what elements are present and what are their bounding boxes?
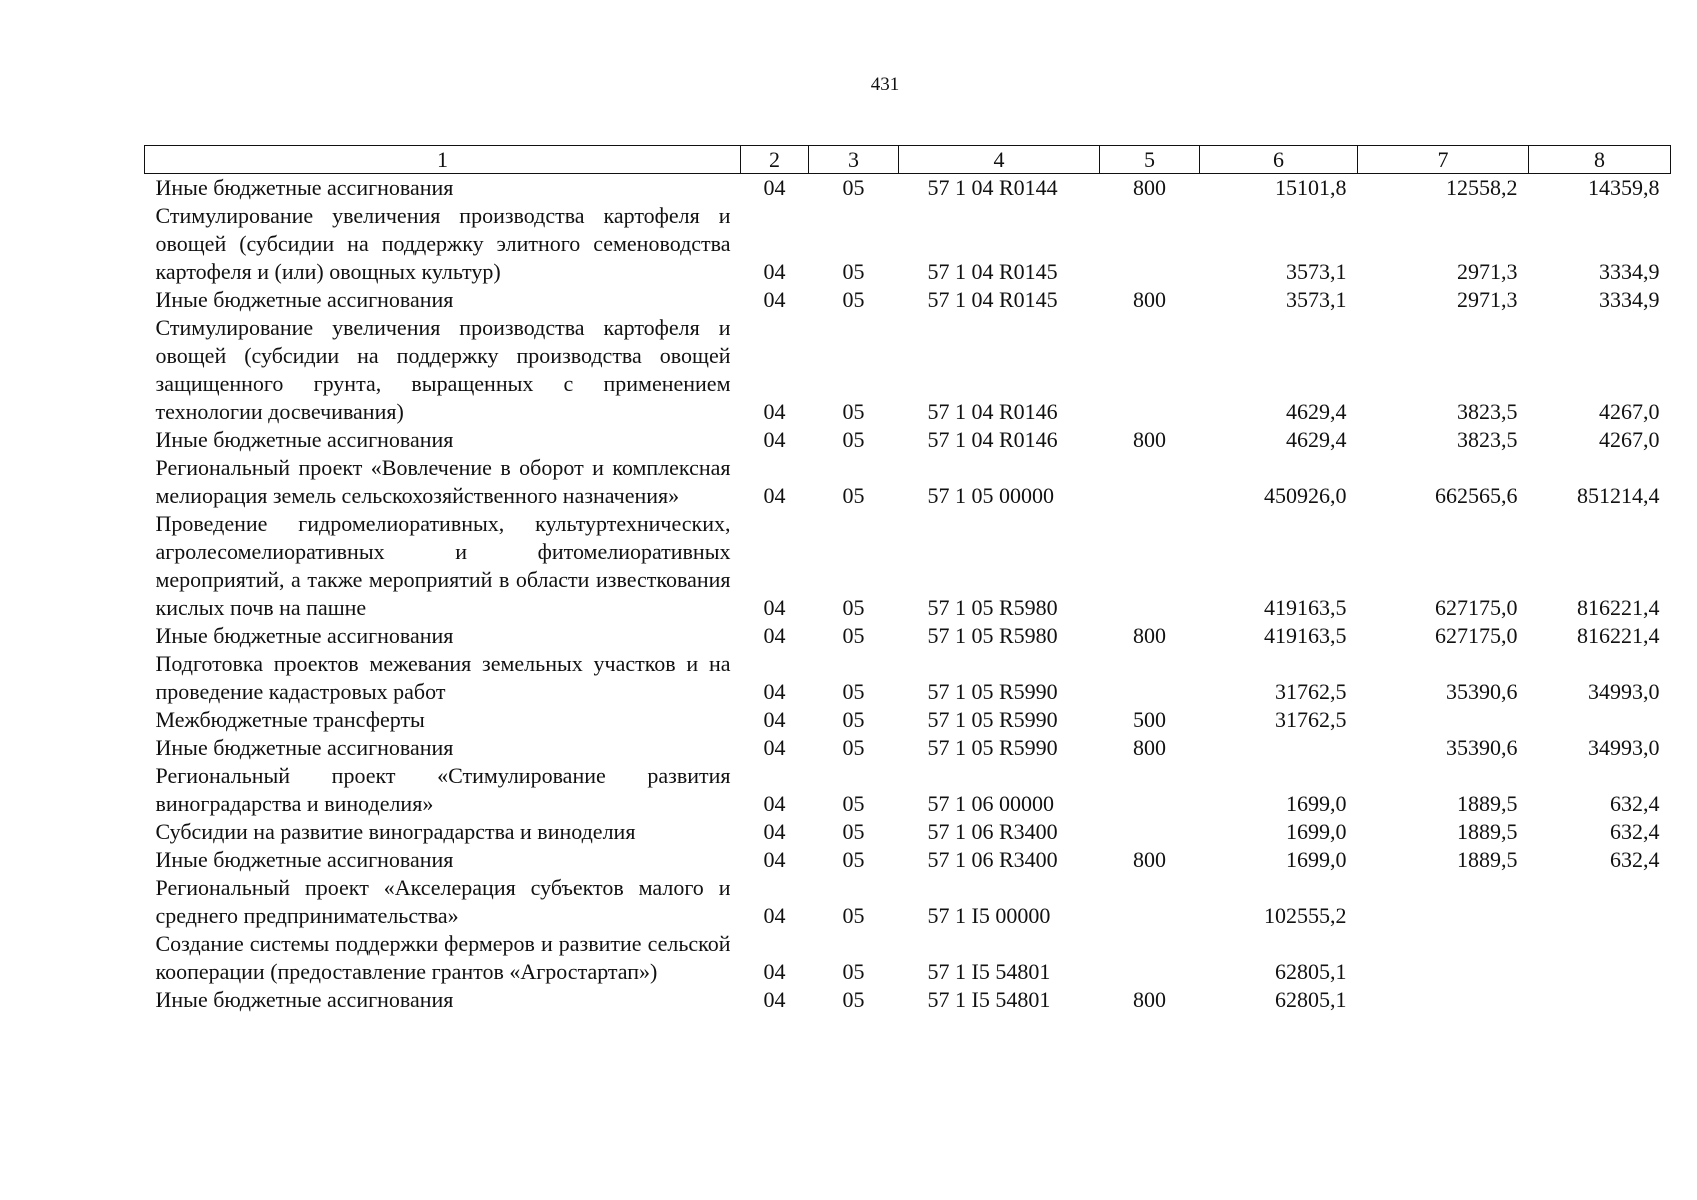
expense-type-cell: 500 [1133, 707, 1166, 732]
row-name-cell: Подготовка проектов межевания земельных участков и на проведение кадастровых работ [155, 651, 731, 704]
subsection-cell: 05 [842, 735, 865, 760]
subsection-cell: 05 [842, 959, 865, 984]
row-name-cell: Проведение гидромелиоративных, культуртехнических, агролесомелиоративных и фитомелиоративных мероприятий, а также мероприятий в области известкования кислых почв на пашне [155, 511, 731, 620]
table-header-row [145, 146, 1671, 174]
subsection-cell: 05 [842, 483, 865, 508]
table-row [145, 510, 1671, 622]
row-name-cell: Создание системы поддержки фермеров и развитие сельской кооперации (предоставление грантов «Агростартап») [155, 931, 731, 984]
section-cell: 04 [763, 791, 786, 816]
amount-cell-col6: 4629,4 [1286, 399, 1347, 424]
table-row [145, 650, 1671, 706]
amount-cell-col6: 1699,0 [1286, 847, 1347, 872]
amount-cell-col6: 102555,2 [1264, 903, 1347, 928]
target-code-cell: 57 1 06 R3400 [927, 847, 1058, 872]
row-name-cell: Иные бюджетные ассигнования [155, 175, 454, 200]
amount-cell-col8 [1529, 930, 1671, 986]
amount-cell-col7: 35390,6 [1446, 735, 1518, 760]
target-code-cell: 57 1 05 R5980 [927, 623, 1058, 648]
expense-type-cell [1100, 314, 1200, 426]
section-cell: 04 [763, 735, 786, 760]
table-row [145, 174, 1671, 203]
subsection-cell: 05 [842, 399, 865, 424]
section-cell: 04 [763, 399, 786, 424]
expense-type-cell: 800 [1133, 427, 1166, 452]
section-cell: 04 [763, 259, 786, 284]
table-row [145, 622, 1671, 650]
target-code-cell: 57 1 05 R5990 [927, 707, 1058, 732]
table-body [145, 174, 1671, 1015]
subsection-cell: 05 [842, 259, 865, 284]
table-row [145, 986, 1671, 1014]
expense-type-cell [1100, 762, 1200, 818]
target-code-cell: 57 1 04 R0146 [927, 427, 1058, 452]
table-row [145, 846, 1671, 874]
row-name-cell: Иные бюджетные ассигнования [155, 847, 454, 872]
expense-type-cell: 800 [1133, 987, 1166, 1012]
subsection-cell: 05 [842, 903, 865, 928]
page-number: 431 [870, 74, 900, 95]
table-row [145, 706, 1671, 734]
section-cell: 04 [763, 679, 786, 704]
row-name-cell: Иные бюджетные ассигнования [155, 623, 454, 648]
subsection-cell: 05 [842, 791, 865, 816]
section-cell: 04 [763, 959, 786, 984]
expense-type-cell [1100, 874, 1200, 930]
amount-cell-col8: 632,4 [1610, 819, 1660, 844]
row-name-cell: Региональный проект «Акселерация субъектов малого и среднего предпринимательства» [155, 875, 731, 928]
row-name-cell: Иные бюджетные ассигнования [155, 427, 454, 452]
target-code-cell: 57 1 I5 54801 [927, 959, 1051, 984]
amount-cell-col6: 3573,1 [1286, 259, 1347, 284]
table-row [145, 314, 1671, 426]
target-code-cell: 57 1 05 R5980 [927, 595, 1058, 620]
target-code-cell: 57 1 I5 00000 [927, 903, 1051, 928]
section-cell: 04 [763, 483, 786, 508]
subsection-cell: 05 [842, 847, 865, 872]
amount-cell-col6: 62805,1 [1275, 987, 1347, 1012]
column-header: 2 [741, 146, 809, 174]
row-name-cell: Региональный проект «Стимулирование развития виноградарства и виноделия» [155, 763, 731, 816]
amount-cell-col8: 4267,0 [1599, 427, 1660, 452]
amount-cell-col8: 34993,0 [1588, 735, 1660, 760]
subsection-cell: 05 [842, 595, 865, 620]
target-code-cell: 57 1 I5 54801 [927, 987, 1051, 1012]
row-name-cell: Иные бюджетные ассигнования [155, 987, 454, 1012]
section-cell: 04 [763, 707, 786, 732]
amount-cell-col8: 632,4 [1610, 791, 1660, 816]
amount-cell-col6: 419163,5 [1264, 623, 1347, 648]
amount-cell-col6: 3573,1 [1286, 287, 1347, 312]
column-header: 5 [1100, 146, 1200, 174]
table-row [145, 734, 1671, 762]
table-row [145, 202, 1671, 286]
subsection-cell: 05 [842, 175, 865, 200]
subsection-cell: 05 [842, 427, 865, 452]
section-cell: 04 [763, 427, 786, 452]
target-code-cell: 57 1 05 R5990 [927, 679, 1058, 704]
subsection-cell: 05 [842, 707, 865, 732]
amount-cell-col7: 12558,2 [1446, 175, 1518, 200]
amount-cell-col6: 31762,5 [1275, 679, 1347, 704]
target-code-cell: 57 1 06 00000 [927, 791, 1054, 816]
column-header: 4 [899, 146, 1100, 174]
amount-cell-col8: 851214,4 [1577, 483, 1660, 508]
expense-type-cell: 800 [1133, 175, 1166, 200]
expense-type-cell: 800 [1133, 847, 1166, 872]
column-header: 1 [145, 146, 741, 174]
amount-cell-col6: 1699,0 [1286, 791, 1347, 816]
amount-cell-col7: 2971,3 [1457, 287, 1518, 312]
amount-cell-col7 [1358, 706, 1529, 734]
section-cell: 04 [763, 847, 786, 872]
amount-cell-col6: 15101,8 [1275, 175, 1347, 200]
table-row [145, 874, 1671, 930]
row-name-cell: Субсидии на развитие виноградарства и виноделия [155, 819, 636, 844]
amount-cell-col7 [1358, 930, 1529, 986]
amount-cell-col6: 62805,1 [1275, 959, 1347, 984]
amount-cell-col8: 3334,9 [1599, 259, 1660, 284]
section-cell: 04 [763, 175, 786, 200]
table-row [145, 454, 1671, 510]
amount-cell-col6 [1200, 734, 1358, 762]
expense-type-cell [1100, 454, 1200, 510]
section-cell: 04 [763, 903, 786, 928]
target-code-cell: 57 1 05 00000 [927, 483, 1054, 508]
subsection-cell: 05 [842, 987, 865, 1012]
row-name-cell: Стимулирование увеличения производства картофеля и овощей (субсидии на поддержку производства овощей защищенного грунта, выращенных с применением технологии досвечивания) [155, 315, 731, 424]
column-header: 3 [809, 146, 899, 174]
amount-cell-col7: 1889,5 [1457, 819, 1518, 844]
amount-cell-col7 [1358, 874, 1529, 930]
subsection-cell: 05 [842, 679, 865, 704]
amount-cell-col7: 627175,0 [1435, 595, 1518, 620]
amount-cell-col6: 31762,5 [1275, 707, 1347, 732]
amount-cell-col8: 34993,0 [1588, 679, 1660, 704]
table-row [145, 286, 1671, 314]
amount-cell-col7: 3823,5 [1457, 399, 1518, 424]
table-row [145, 818, 1671, 846]
expense-type-cell [1100, 510, 1200, 622]
expense-type-cell: 800 [1133, 287, 1166, 312]
table-row [145, 762, 1671, 818]
section-cell: 04 [763, 287, 786, 312]
amount-cell-col8: 816221,4 [1577, 595, 1660, 620]
amount-cell-col8 [1529, 986, 1671, 1014]
column-header: 6 [1200, 146, 1358, 174]
target-code-cell: 57 1 04 R0145 [927, 287, 1058, 312]
subsection-cell: 05 [842, 623, 865, 648]
amount-cell-col7: 1889,5 [1457, 791, 1518, 816]
row-name-cell: Региональный проект «Вовлечение в оборот и комплексная мелиорация земель сельскохозяйственного назначения» [155, 455, 731, 508]
target-code-cell: 57 1 04 R0144 [927, 175, 1058, 200]
table-row [145, 930, 1671, 986]
row-name-cell: Стимулирование увеличения производства картофеля и овощей (субсидии на поддержку элитного семеноводства картофеля и (или) овощных культур) [155, 203, 731, 284]
section-cell: 04 [763, 987, 786, 1012]
amount-cell-col7: 662565,6 [1435, 483, 1518, 508]
section-cell: 04 [763, 819, 786, 844]
column-header: 7 [1358, 146, 1529, 174]
expense-type-cell: 800 [1133, 623, 1166, 648]
amount-cell-col8: 14359,8 [1588, 175, 1660, 200]
target-code-cell: 57 1 05 R5990 [927, 735, 1058, 760]
amount-cell-col8 [1529, 706, 1671, 734]
amount-cell-col8: 816221,4 [1577, 623, 1660, 648]
section-cell: 04 [763, 623, 786, 648]
row-name-cell: Иные бюджетные ассигнования [155, 735, 454, 760]
target-code-cell: 57 1 04 R0146 [927, 399, 1058, 424]
table-row [145, 426, 1671, 454]
amount-cell-col7: 627175,0 [1435, 623, 1518, 648]
expense-type-cell [1100, 818, 1200, 846]
target-code-cell: 57 1 06 R3400 [927, 819, 1058, 844]
amount-cell-col7: 35390,6 [1446, 679, 1518, 704]
amount-cell-col6: 4629,4 [1286, 427, 1347, 452]
budget-table [144, 145, 1671, 1014]
amount-cell-col7 [1358, 986, 1529, 1014]
amount-cell-col8: 4267,0 [1599, 399, 1660, 424]
row-name-cell: Иные бюджетные ассигнования [155, 287, 454, 312]
expense-type-cell [1100, 930, 1200, 986]
section-cell: 04 [763, 595, 786, 620]
column-header: 8 [1529, 146, 1671, 174]
expense-type-cell [1100, 650, 1200, 706]
amount-cell-col8: 3334,9 [1599, 287, 1660, 312]
target-code-cell: 57 1 04 R0145 [927, 259, 1058, 284]
expense-type-cell [1100, 202, 1200, 286]
amount-cell-col6: 450926,0 [1264, 483, 1347, 508]
subsection-cell: 05 [842, 287, 865, 312]
amount-cell-col6: 419163,5 [1264, 595, 1347, 620]
amount-cell-col7: 3823,5 [1457, 427, 1518, 452]
subsection-cell: 05 [842, 819, 865, 844]
expense-type-cell: 800 [1133, 735, 1166, 760]
amount-cell-col7: 2971,3 [1457, 259, 1518, 284]
row-name-cell: Межбюджетные трансферты [155, 707, 425, 732]
amount-cell-col6: 1699,0 [1286, 819, 1347, 844]
amount-cell-col7: 1889,5 [1457, 847, 1518, 872]
amount-cell-col8: 632,4 [1610, 847, 1660, 872]
amount-cell-col8 [1529, 874, 1671, 930]
